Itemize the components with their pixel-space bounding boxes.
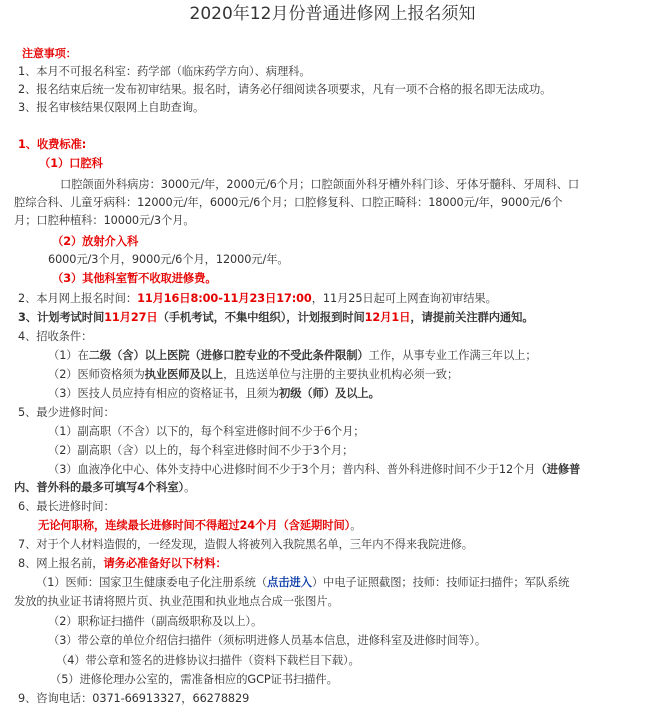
condition-2-b: 执业医师及以上 — [144, 368, 224, 381]
materials-1-a: （1）医师：国家卫生健康委电子化注册系统（ — [36, 576, 268, 589]
fees-dental-line-1: 口腔颌面外科病房：3000元/年，2000元/6个月；口腔颌面外科牙槽外科门诊、牙体牙髓科、牙周科、口 — [60, 178, 580, 191]
fees-dental-line-3: 月；口腔种植科：10000元/3个月。 — [14, 214, 195, 227]
max-period-heading: 6、最长进修时间： — [18, 500, 115, 513]
exam-date: 11月27日 — [104, 311, 158, 324]
min-period-3 — [48, 461, 580, 479]
max-period-end: 。 — [350, 519, 362, 532]
fees-other-line: （3）其他科室暂不收取进修费。 — [52, 272, 217, 285]
exam-part-2: （手机考试，不集中组织），计划报到时间 — [157, 311, 365, 324]
condition-3 — [48, 385, 380, 403]
materials-prefix: 8、网上报名前， — [18, 557, 104, 570]
condition-1-a: （1）在 — [48, 349, 89, 362]
min-period-3-cont — [14, 479, 195, 497]
min-period-3-b: （进修普 — [535, 463, 581, 476]
condition-3-b: 初级（师）及以上。 — [279, 387, 380, 400]
min-period-3-d: 。 — [184, 481, 196, 494]
exam-part-3: ，请提前关注群内通知。 — [410, 311, 534, 324]
condition-3-a: （3）医技人员应持有相应的资格证书，且须为 — [48, 387, 280, 400]
contact-line: 9、咨询电话：0371-66913327，66278829 — [18, 692, 250, 705]
condition-2-a: （2）医师资格须为 — [48, 368, 145, 381]
materials-heading-line — [18, 555, 227, 573]
condition-2-c: ，且选送单位与注册的主要执业机构必须一致； — [223, 368, 459, 381]
min-period-3-a: （3）血液净化中心、体外支持中心进修时间不少于3个月；普内科、普外科进修时间不少于12个月 — [48, 463, 536, 476]
materials-4: （4）带公章和签名的进修协议扫描件（资料下载栏目下载）。 — [56, 654, 360, 667]
fees-dental-line-2: 腔综合科、儿童牙病科：12000元/年，6000元/6个月；口腔修复科、口腔正畸科：18000元/年，9000元/6个 — [14, 196, 563, 209]
page-title: 2020年12月份普通进修网上报名须知 — [189, 4, 476, 24]
materials-1 — [36, 574, 569, 592]
materials-heading: 请务必准备好以下材料： — [103, 557, 227, 570]
notice-heading: 注意事项： — [22, 47, 77, 60]
fees-dental-title: （1）口腔科 — [39, 157, 103, 170]
notice-item-1: 1、本月不可报名科室：药学部（临床药学方向）、病理科。 — [18, 65, 311, 78]
conditions-heading: 4、招收条件： — [18, 330, 93, 343]
condition-1-b: 二级（含）以上医院（进修口腔专业的不受此条件限制） — [88, 349, 369, 362]
fees-intervention-title: （2）放射介入科 — [52, 235, 139, 248]
condition-1-c: 工作，从事专业工作满三年以上； — [368, 349, 537, 362]
registration-system-link[interactable]: 点击进入 — [267, 576, 312, 589]
materials-5: （5）进修伦理办公室的，需准备相应的GCP证书扫描件。 — [50, 673, 338, 686]
materials-1-b: ）中电子证照截图；技师：技师证扫描件；军队系统 — [311, 576, 570, 589]
min-period-3-c: 内、普外科的最多可填写4个科室） — [14, 481, 185, 494]
condition-2 — [48, 366, 458, 384]
item-7: 7、对于个人材料造假的，一经发现，造假人将被列入我院黑名单，三年内不得来我院进修。 — [18, 538, 473, 551]
notice-item-3: 3、报名审核结果仅限网上自助查询。 — [18, 101, 205, 114]
max-period-text: 无论何职称，连续最长进修时间不得超过24个月（含延期时间） — [38, 519, 351, 532]
min-period-heading: 5、最少进修时间： — [18, 406, 115, 419]
report-date: 12月1日 — [364, 311, 411, 324]
exam-part-1: 3、计划考试时间 — [18, 311, 105, 324]
materials-3: （3）带公章的单位介绍信扫描件（须标明进修人员基本信息，进修科室及进修时间等）。 — [48, 634, 487, 647]
min-period-2: （2）副高职（含）以上的，每个科室进修时间不少于3个月； — [48, 444, 354, 457]
exam-line — [18, 309, 534, 327]
schedule-line — [18, 290, 497, 308]
condition-1 — [48, 347, 537, 365]
schedule-suffix: ，11月25日起可上网查询初审结果。 — [311, 292, 497, 305]
notice-item-2: 2、报名结束后统一发布初审结果。报名时，请务必仔细阅读各项要求，凡有一项不合格的报名即无法成功。 — [18, 83, 552, 96]
max-period-line — [38, 517, 361, 535]
fees-intervention-line: 6000元/3个月，9000元/6个月，12000元/年。 — [48, 253, 289, 266]
schedule-time: 11月16日8:00-11月23日17:00 — [137, 292, 312, 305]
fees-heading: 1、收费标准: — [18, 138, 87, 151]
materials-2: （2）职称证扫描件（副高级职称及以上）。 — [48, 615, 263, 628]
schedule-prefix: 2、本月网上报名时间： — [18, 292, 138, 305]
materials-1-cont: 发放的执业证书请将照片页、执业范围和执业地点合成一张图片。 — [14, 595, 339, 608]
min-period-1: （1）副高职（不含）以下的，每个科室进修时间不少于6个月； — [48, 425, 365, 438]
